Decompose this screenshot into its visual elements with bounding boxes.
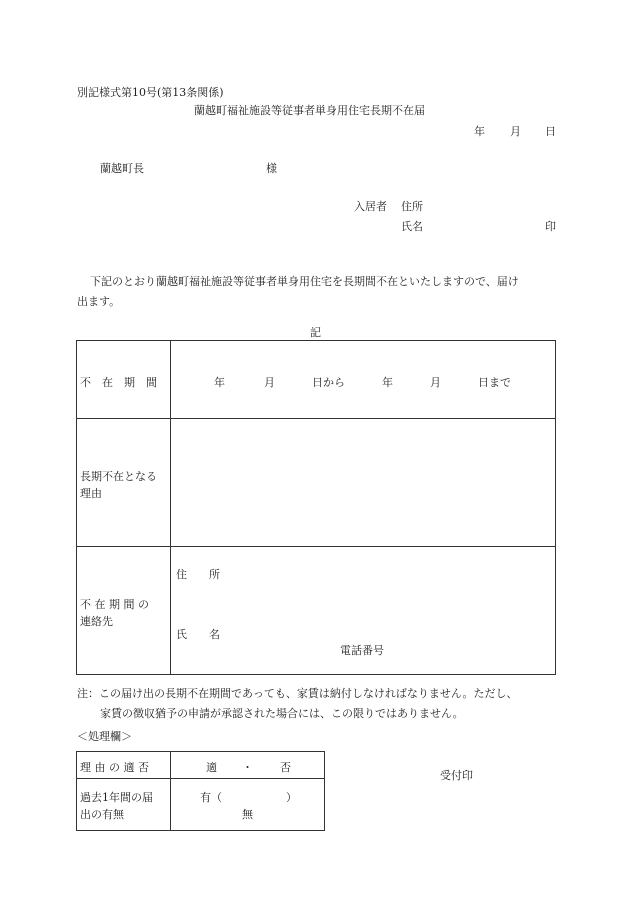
reason-ok-label: 理 由 の 適 否 [80,761,149,774]
reason-label-line1: 長期不在となる [80,470,157,483]
date-month-label: 月 [510,125,521,138]
yes-close-paren: ） [286,791,297,804]
note-line2: 家賃の徴収猶予の申請が承認された場合には、この限りではありません。 [100,707,464,720]
separator-dot: ・ [242,761,253,774]
past-year-label-line1: 過去1年間の届 [80,791,153,804]
form-title: 蘭越町福祉施設等従事者単身用住宅長期不在届 [194,104,425,117]
applicant-name-label: 氏名 [401,220,423,233]
date-year-label: 年 [474,125,485,138]
reason-label-line2: 理由 [80,487,102,500]
resident-label: 入居者 [354,200,387,213]
form-number: 別記様式第10号(第13条関係) [77,86,224,99]
receipt-seal-label: 受付印 [440,769,473,782]
yes-option[interactable]: 有（ [200,791,222,804]
contact-label-line1: 不 在 期 間 の [80,598,149,611]
addressee-honorific: 様 [266,162,277,175]
period-from-year: 年 [214,376,225,389]
period-to-month: 月 [430,376,441,389]
absence-period-label: 不 在 期 間 [80,376,157,389]
body-paragraph-line2: 出ます。 [77,295,121,308]
contact-label-line2: 連絡先 [80,615,113,628]
past-year-label-line2: 出の有無 [80,808,124,821]
no-option[interactable]: 無 [242,808,253,821]
contact-phone-label: 電話番号 [340,644,384,657]
ng-option[interactable]: 否 [280,761,291,774]
contact-name-label: 氏 名 [176,628,220,641]
period-to-year: 年 [382,376,393,389]
ki-label: 記 [310,326,321,339]
date-day-label: 日 [545,125,556,138]
body-paragraph-line1: 下記のとおり蘭越町福祉施設等従事者単身用住宅を長期間不在といたしますので、届け [90,275,519,288]
processing-heading: ＜処理欄＞ [77,730,132,743]
applicant-seal: 印 [545,220,556,233]
period-from-month: 月 [264,376,275,389]
reason-field[interactable] [175,430,551,540]
applicant-address-label: 住所 [401,200,423,213]
addressee-name: 蘭越町長 [100,162,144,175]
ok-option[interactable]: 適 [206,761,217,774]
period-from-day: 日から [312,376,345,389]
contact-address-label: 住 所 [176,568,220,581]
note-line1: 注：この届け出の長期不在期間であっても、家賃は納付しなければなりません。ただし、 [77,687,518,700]
period-to-day: 日まで [478,376,511,389]
